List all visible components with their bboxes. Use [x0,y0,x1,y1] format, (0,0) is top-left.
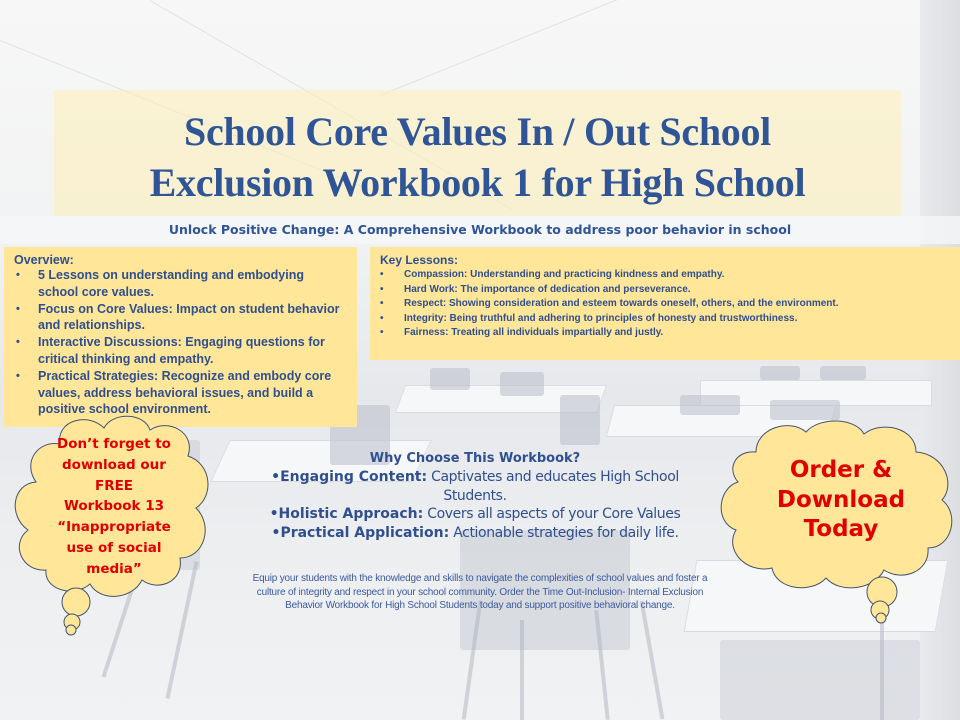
overview-list [14,267,347,418]
cloud-line: “Inappropriate [57,519,171,536]
key-lesson-item: • Compassion: Understanding and practicing kindness and empathy. [380,268,950,283]
key-lessons-list [380,268,950,341]
cloud-line: download our [62,456,166,473]
overview-panel [4,247,357,427]
order-download-callout[interactable] [716,418,960,628]
cloud-line: media” [86,560,142,577]
subtitle: Unlock Positive Change: A Comprehensive Workbook to address poor behavior in school [168,222,792,237]
key-lesson-item: • Respect: Showing consideration and esteem towards oneself, others, and the environment. [380,297,950,312]
promo-blurb: Equip your students with the knowledge and skills to navigate the complexities of school values and foster a culture of integrity and respect in your school community. Order the Time Out-Inclusion- Internal Exclusion Behavior Workbook for High School Students today and support positive behavioral change. [252,573,708,611]
why-item [240,524,710,543]
cloud-line: use of social [66,539,162,556]
page-title [54,106,901,208]
order-download-text[interactable] [746,456,936,545]
cloud-line: Download [776,486,906,513]
why-item [240,505,710,524]
key-lessons-heading: Key Lessons: [380,253,459,267]
why-choose-section [240,450,710,542]
title-line-1: School Core Values In / Out School [184,109,771,154]
overview-heading: Overview: [14,253,74,267]
overview-item: • Practical Strategies: Recognize and embody core values, address behavioral issues, and build a positive school environment. [14,368,347,418]
overview-item: • 5 Lessons on understanding and embodying school core values. [14,267,347,301]
cloud-line: Order & [789,457,893,483]
free-workbook-text [38,434,190,580]
why-item-label: •Holistic Approach: [269,506,424,522]
free-workbook-callout [8,412,218,637]
key-lesson-item: • Integrity: Being truthful and adhering to principles of honesty and trustworthiness. [380,312,950,327]
why-item-label: •Practical Application: [271,524,450,541]
title-line-2: Exclusion Workbook 1 for High School [149,160,806,205]
key-lesson-item: • Hard Work: The importance of dedication and perseverance. [380,283,950,298]
key-lesson-item: • Fairness: Treating all individuals impartially and justly. [380,326,950,341]
cloud-line: FREE [94,477,134,494]
why-item-text: Actionable strategies for daily life. [449,524,679,541]
cloud-line: Don’t forget to [57,436,171,452]
why-item-text: Covers all aspects of your Core Values [423,506,681,522]
overview-item: • Focus on Core Values: Impact on student behavior and relationships. [14,301,347,335]
why-heading: Why Choose This Workbook? [369,451,581,466]
cloud-line: Today [803,516,879,542]
why-item-text: Captivates and educates High School Students. [427,469,679,504]
key-lessons-panel [370,247,960,360]
why-item [240,468,710,505]
cloud-line: Workbook 13 [64,498,164,515]
why-item-label: •Engaging Content: [271,469,428,485]
overview-item: • Interactive Discussions: Engaging questions for critical thinking and empathy. [14,334,347,368]
